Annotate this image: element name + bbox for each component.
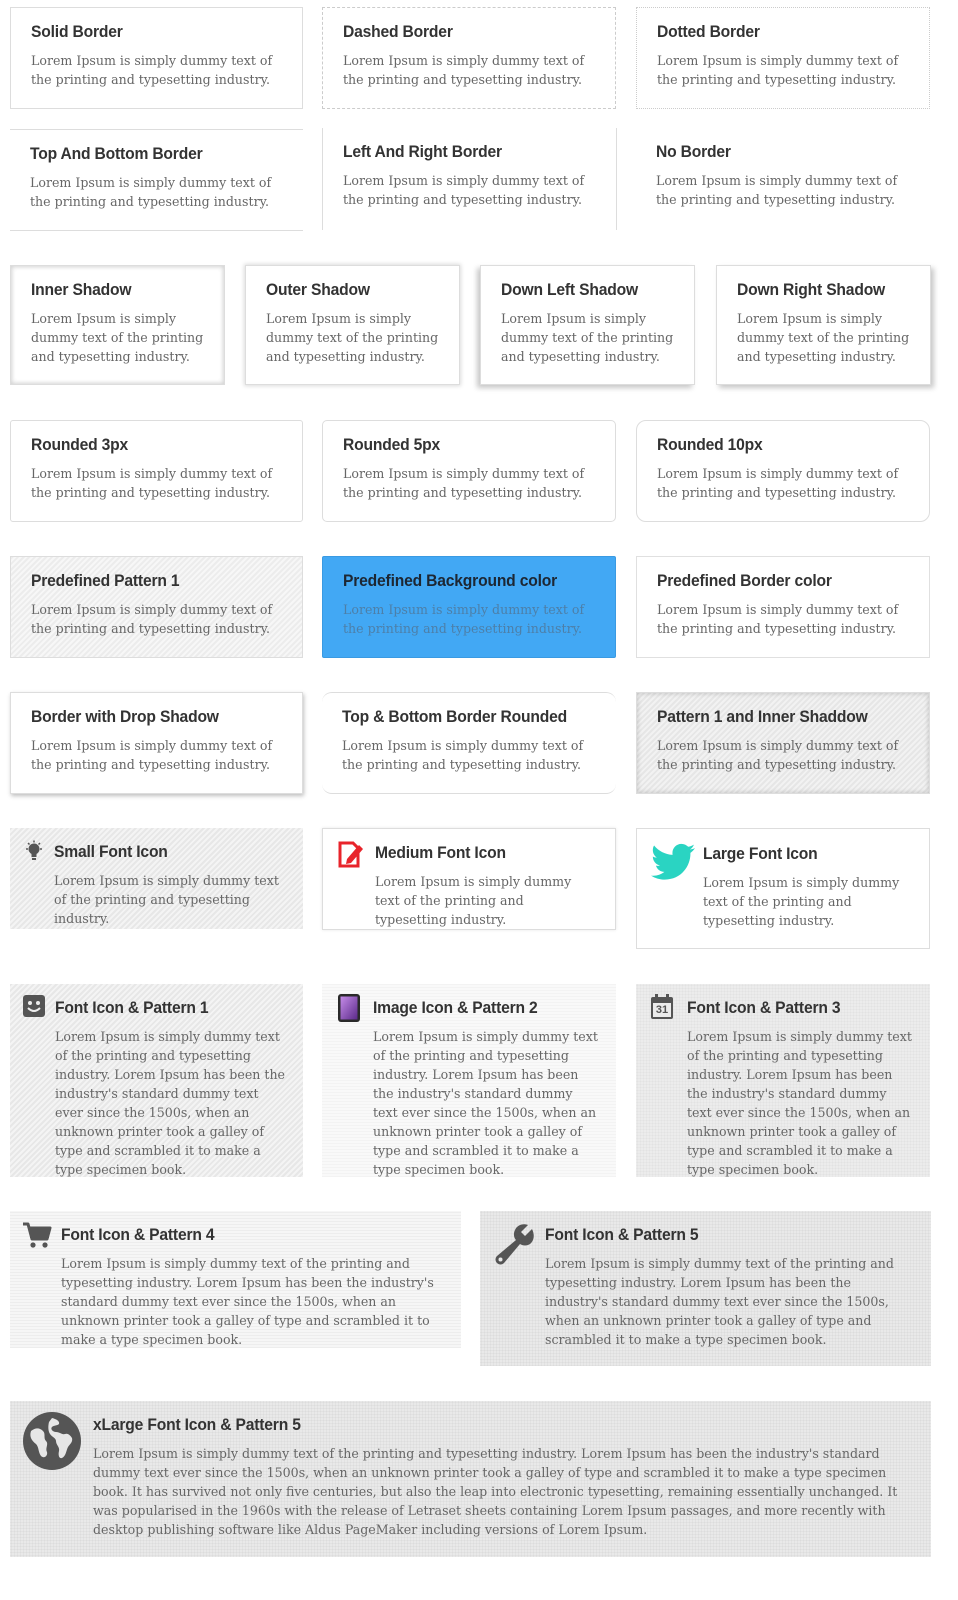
box-text: Lorem Ipsum is simply dummy text of the printing and typesetting industry. Lorem Ipsum has been the industry's standard dummy text ever since the 1500s, when an unknown printer took a galley of type and scrambled it to make a type specimen book. xyxy=(373,1029,598,1177)
box-text: Lorem Ipsum is simply dummy text of the printing and typesetting industry. xyxy=(657,466,899,500)
box-title: Rounded 5px xyxy=(343,435,441,454)
border-drop-shadow-box xyxy=(10,692,303,794)
box-text: Lorem Ipsum is simply dummy text of the printing and typesetting industry. xyxy=(343,466,585,500)
small-font-icon-box xyxy=(10,828,303,929)
box-title: Rounded 10px xyxy=(657,435,763,454)
box-text: Lorem Ipsum is simply dummy text of the printing and typesetting industry. xyxy=(31,738,273,772)
box-text: Lorem Ipsum is simply dummy text of the printing and typesetting industry. xyxy=(30,175,272,209)
inner-shadow-box xyxy=(10,265,225,385)
rounded-5px-box xyxy=(322,420,616,522)
box-text: Lorem Ipsum is simply dummy text of the printing and typesetting industry. xyxy=(343,53,585,87)
box-text: Lorem Ipsum is simply dummy text of the printing and typesetting industry. xyxy=(266,311,439,364)
box-title: Font Icon & Pattern 5 xyxy=(545,1225,699,1244)
box-title: Medium Font Icon xyxy=(375,843,506,862)
dotted-border-box xyxy=(636,7,930,109)
box-text: Lorem Ipsum is simply dummy text of the printing and typesetting industry. xyxy=(31,602,273,636)
box-text: Lorem Ipsum is simply dummy text of the printing and typesetting industry. xyxy=(657,602,899,636)
wrench-icon xyxy=(494,1223,536,1265)
box-title: Border with Drop Shadow xyxy=(31,707,219,726)
box-title: Font Icon & Pattern 1 xyxy=(55,998,209,1017)
box-title: Top And Bottom Border xyxy=(30,144,203,163)
predefined-border-color-box xyxy=(636,556,930,658)
down-right-shadow-box xyxy=(716,265,931,385)
box-title: Dotted Border xyxy=(657,22,760,41)
twitter-bird-icon xyxy=(651,843,695,881)
down-left-shadow-box xyxy=(480,265,695,385)
box-title: Inner Shadow xyxy=(31,280,132,299)
font-icon-pattern-4-box xyxy=(10,1211,461,1348)
box-text: Lorem Ipsum is simply dummy text of the printing and typesetting industry. Lorem Ipsum has been the industry's standard dummy text ever since the 1500s, when an unknown printer took a galley of type and scrambled it to make a type specimen book. xyxy=(55,1029,286,1177)
top-bottom-rounded-box xyxy=(322,692,616,794)
box-title: Outer Shadow xyxy=(266,280,370,299)
box-title: Down Left Shadow xyxy=(501,280,638,299)
box-title: Font Icon & Pattern 3 xyxy=(687,998,841,1017)
medium-font-icon-box xyxy=(322,828,616,930)
predefined-background-box xyxy=(322,556,616,658)
box-text: Lorem Ipsum is simply dummy text of the printing and typesetting industry. xyxy=(737,311,910,364)
box-text: Lorem Ipsum is simply dummy text of the printing and typesetting industry. xyxy=(54,873,279,926)
dashed-border-box xyxy=(322,7,616,109)
box-text: Lorem Ipsum is simply dummy text of the printing and typesetting industry. xyxy=(501,311,674,364)
box-title: Predefined Pattern 1 xyxy=(31,571,180,590)
box-text: Lorem Ipsum is simply dummy text of the printing and typesetting industry. xyxy=(31,466,273,500)
box-text: Lorem Ipsum is simply dummy text of the printing and typesetting industry. xyxy=(31,53,273,87)
large-font-icon-box xyxy=(636,828,930,949)
edit-document-icon xyxy=(337,839,365,869)
calendar-icon xyxy=(650,994,674,1020)
top-bottom-border-box xyxy=(10,129,303,231)
outer-shadow-box xyxy=(245,265,460,385)
left-right-border-box xyxy=(322,128,617,230)
box-text: Lorem Ipsum is simply dummy text of the printing and typesetting industry. xyxy=(31,311,204,364)
font-icon-pattern-5-box xyxy=(480,1211,931,1366)
box-title: No Border xyxy=(656,142,731,161)
no-border-box xyxy=(636,128,930,230)
box-text: Lorem Ipsum is simply dummy text of the printing and typesetting industry. Lorem Ipsum has been the industry's standard dummy text ever since the 1500s, when an unknown printer took a galley of type and scrambled it to make a type specimen book. xyxy=(61,1256,434,1347)
box-title: Down Right Shadow xyxy=(737,280,886,299)
box-text: Lorem Ipsum is simply dummy text of the printing and typesetting industry. xyxy=(703,875,900,928)
shopping-cart-icon xyxy=(22,1221,52,1249)
calendar-day: 31 xyxy=(655,1004,669,1016)
box-text: Lorem Ipsum is simply dummy text of the printing and typesetting industry. xyxy=(342,738,584,772)
solid-border-box xyxy=(10,7,303,109)
box-text: Lorem Ipsum is simply dummy text of the printing and typesetting industry. xyxy=(343,173,585,207)
box-text: Lorem Ipsum is simply dummy text of the printing and typesetting industry. xyxy=(375,874,572,927)
box-title: Solid Border xyxy=(31,22,123,41)
box-title: Dashed Border xyxy=(343,22,453,41)
lightbulb-icon xyxy=(24,840,44,862)
image-icon-pattern-2-box xyxy=(322,984,616,1177)
pattern-inner-shadow-box xyxy=(636,692,930,794)
predefined-pattern-box xyxy=(10,556,303,658)
box-title: Image Icon & Pattern 2 xyxy=(373,998,538,1017)
box-title: Pattern 1 and Inner Shaddow xyxy=(657,707,868,726)
box-title: Predefined Border color xyxy=(657,571,832,590)
font-icon-pattern-3-box xyxy=(636,984,930,1177)
box-title: Left And Right Border xyxy=(343,142,502,161)
globe-icon xyxy=(22,1411,82,1471)
rounded-3px-box xyxy=(10,420,303,522)
box-text: Lorem Ipsum is simply dummy text of the printing and typesetting industry. Lorem Ipsum has been the industry's standard dummy text ever since the 1500s, when an unknown printer took a galley of type and scrambled it to make a type specimen book. xyxy=(545,1256,894,1347)
box-title: xLarge Font Icon & Pattern 5 xyxy=(93,1415,301,1434)
smiley-icon xyxy=(22,994,46,1018)
xlarge-font-icon-pattern-5-box xyxy=(10,1401,931,1557)
box-title: Small Font Icon xyxy=(54,842,168,861)
box-title: Top & Bottom Border Rounded xyxy=(342,707,567,726)
box-text: Lorem Ipsum is simply dummy text of the printing and typesetting industry. xyxy=(656,173,898,207)
box-text: Lorem Ipsum is simply dummy text of the printing and typesetting industry. Lorem Ipsum has been the industry's standard dummy text ever since the 1500s, when an unknown printer took a galley of type and scrambled it to make a type specimen book. xyxy=(687,1029,912,1177)
rounded-10px-box xyxy=(636,420,930,522)
font-icon-pattern-1-box xyxy=(10,984,303,1177)
box-title: Predefined Background color xyxy=(343,571,558,590)
box-text: Lorem Ipsum is simply dummy text of the printing and typesetting industry. xyxy=(657,738,899,772)
tablet-image-icon xyxy=(336,993,362,1023)
box-title: Rounded 3px xyxy=(31,435,129,454)
box-text: Lorem Ipsum is simply dummy text of the printing and typesetting industry. Lorem Ipsum has been the industry's standard dummy text ever since the 1500s, when an unknown printer took a galley of type and scrambled it to make a type specimen book. It has survived not only five centuries, but also the leap into electronic typesetting, remaining essentially unchanged. It was popularised in the 1960s with the release of Letraset sheets containing Lorem Ipsum passages, and more recently with desktop publishing software like Aldus PageMaker including versions of Lorem Ipsum. xyxy=(93,1446,898,1537)
box-text: Lorem Ipsum is simply dummy text of the printing and typesetting industry. xyxy=(343,602,585,636)
box-text: Lorem Ipsum is simply dummy text of the printing and typesetting industry. xyxy=(657,53,899,87)
box-title: Large Font Icon xyxy=(703,844,818,863)
box-title: Font Icon & Pattern 4 xyxy=(61,1225,215,1244)
